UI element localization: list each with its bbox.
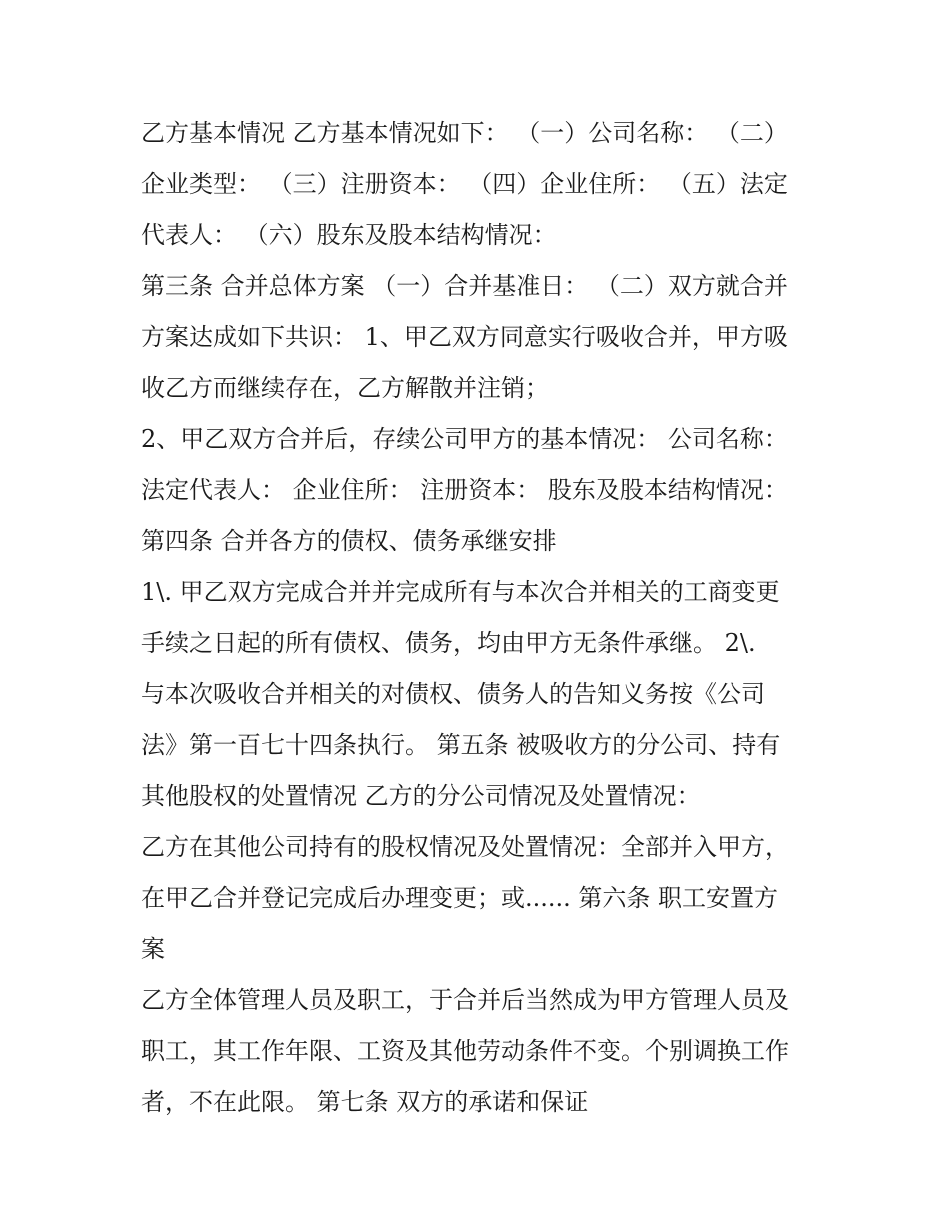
text-line: 企业类型： （三）注册资本： （四）企业住所： （五）法定 bbox=[141, 170, 788, 198]
text-line: 乙方全体管理人员及职工，于合并后当然成为甲方管理人员及 bbox=[141, 986, 789, 1014]
text-line: 其他股权的处置情况 乙方的分公司情况及处置情况： bbox=[141, 782, 701, 810]
text-line: 法》第一百七十四条执行。 第五条 被吸收方的分公司、持有 bbox=[141, 731, 781, 759]
text-line: 第三条 合并总体方案 （一）合并基准日： （二）双方就合并 bbox=[141, 272, 788, 300]
text-line: 代表人： （六）股东及股本结构情况： bbox=[141, 221, 557, 249]
text-line: 案 bbox=[141, 935, 165, 963]
document-body bbox=[141, 108, 821, 1128]
text-line: 法定代表人： 企业住所： 注册资本： 股东及股本结构情况： bbox=[141, 476, 788, 504]
text-line: 方案达成如下共识： 1、甲乙双方同意实行吸收合并，甲方吸 bbox=[141, 323, 788, 351]
text-line: 在甲乙合并登记完成后办理变更；或...... 第六条 职工安置方 bbox=[141, 884, 779, 912]
text-line: 乙方基本情况 乙方基本情况如下： （一）公司名称： （二） bbox=[141, 119, 788, 147]
text-line: 2、甲乙双方合并后，存续公司甲方的基本情况： 公司名称： bbox=[141, 425, 788, 453]
text-line: 与本次吸收合并相关的对债权、债务人的告知义务按《公司 bbox=[141, 680, 765, 708]
text-line: 职工，其工作年限、工资及其他劳动条件不变。个别调换工作 bbox=[141, 1037, 789, 1065]
text-line: 1\. 甲乙双方完成合并并完成所有与本次合并相关的工商变更 bbox=[141, 578, 780, 606]
text-line: 第四条 合并各方的债权、债务承继安排 bbox=[141, 527, 557, 555]
text-line: 者，不在此限。 第七条 双方的承诺和保证 bbox=[141, 1088, 589, 1116]
text-line: 手续之日起的所有债权、债务，均由甲方无条件承继。 2\. bbox=[141, 629, 756, 657]
text-line: 乙方在其他公司持有的股权情况及处置情况：全部并入甲方， bbox=[141, 833, 789, 861]
text-line: 收乙方而继续存在，乙方解散并注销； bbox=[141, 374, 549, 402]
